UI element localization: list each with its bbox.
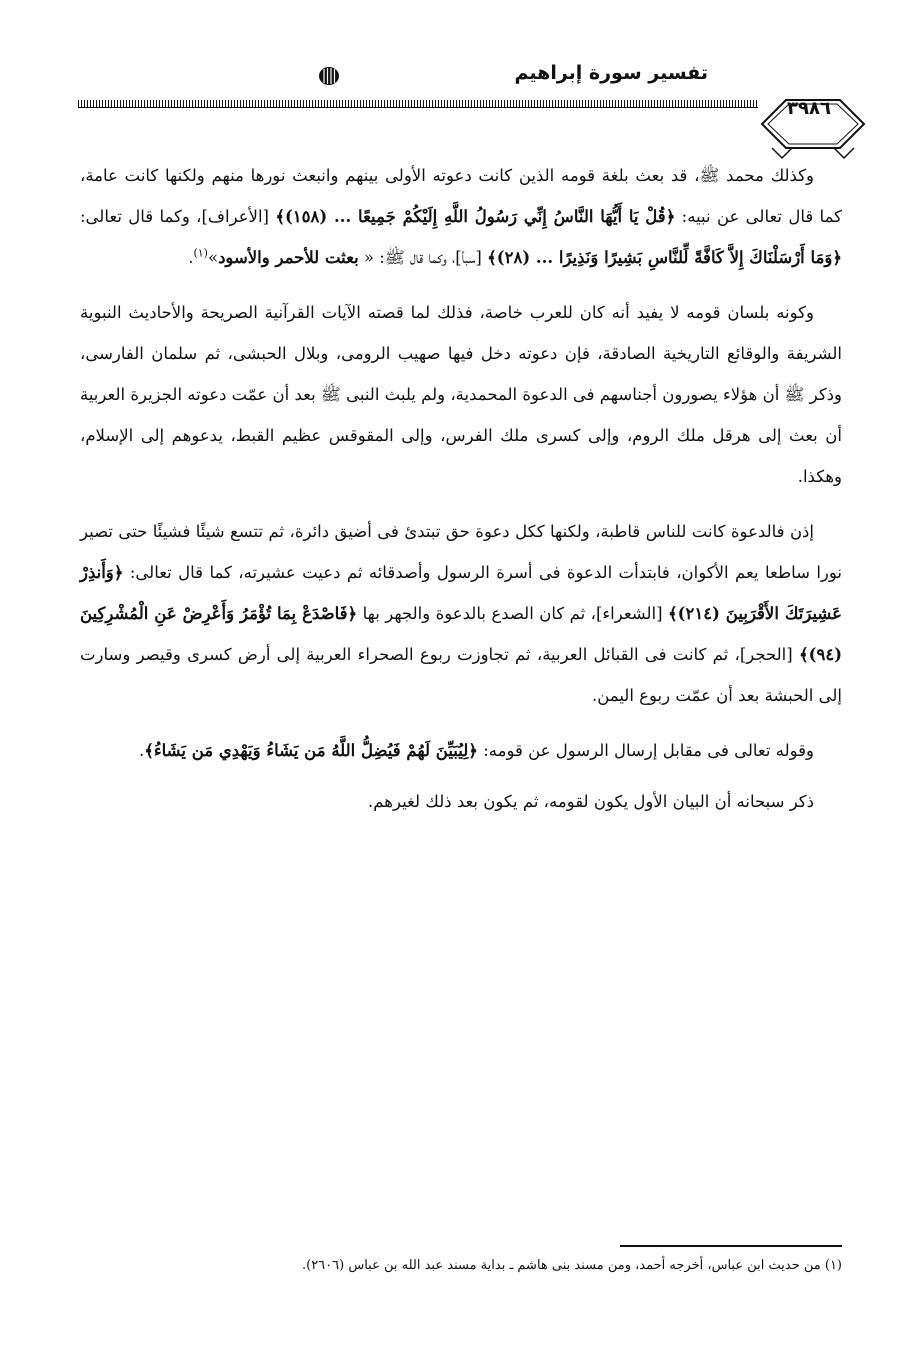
paragraph-5: ذكر سبحانه أن البيان الأول يكون لقومه، ثم يكون بعد ذلك لغيرهم. bbox=[368, 792, 814, 811]
quran-verse: ﴿وَأَنذِرْ عَشِيرَتَكَ الأَقْرَبِينَ (٢١٤)﴾ bbox=[80, 563, 842, 623]
paragraph-4 bbox=[80, 730, 842, 771]
text-run: [سبأ]، وكما قال ﷺ: « bbox=[358, 248, 488, 267]
header-rule-line bbox=[78, 107, 758, 108]
paragraph-2: وكونه بلسان قومه لا يفيد أنه كان للعرب خاصة، فذلك لما قصته الآيات القرآنية الصريحة والأحاديث النبوية الشريفة والوقائع التاريخية الصادقة، فإن دعوته دخل فيها صهيب الرومى، وبلال الحبشى، ثم سلمان الفارسى، وذكر ﷺ أن هؤلاء يصورون أجناسهم فى الدعوة المحمدية، ولم يلبث النبى ﷺ بعد أن عمّت دعوته الجزيرة العربية أن بعث إلى هرقل ملك الروم، وإلى كسرى ملك الفرس، وإلى المقوقس عظيم القبط، يدعوهم إلى الإسلام، وهكذا. bbox=[79, 303, 842, 486]
text-run: وكذلك محمد ﷺ، قد بعث بلغة قومه الذين كانت دعوته الأولى بينهم وانبعث نورها منهم ولكنها كانت عامة، كما قال تعالى عن نبيه: bbox=[80, 166, 842, 226]
quran-verse: ﴿قُلْ يَا أَيُّهَا النَّاسُ إِنِّي رَسُولُ اللَّهِ إِلَيْكُمْ جَمِيعًا ... (١٥٨)﴾ bbox=[275, 207, 676, 226]
text-run: وقوله تعالى فى مقابل إرسال الرسول عن قومه: bbox=[477, 741, 814, 760]
text-run: [الحجر]، ثم كانت فى القبائل العربية، ثم تجاوزت ربوع الصحراء العربية إلى أرض كسرى وقيصر وسارت إلى الحبشة بعد أن عمّت ربوع اليمن. bbox=[80, 645, 842, 705]
header-rule bbox=[78, 100, 758, 107]
footnote-marker: (١) bbox=[193, 246, 208, 260]
text-run: إذن فالدعوة كانت للناس قاطبة، ولكنها ككل دعوة حق تبتدئ فى أضيق دائرة، ثم تتسع شيئًا فشيئًا حتى تصير نورا ساطعا يعم الأكوان، فابتدأت الدعوة فى أسرة الرسول وأصدقائه ثم دعيت عشيرته، كما قال تعالى: bbox=[80, 522, 842, 582]
text-run: . bbox=[188, 248, 194, 267]
footnote: (١) من حديث ابن عباس، أخرجه أحمد، ومن مسند بنى هاشم ـ بداية مسند عبد الله بن عباس (٢٦٠٦). bbox=[301, 1258, 842, 1273]
hadith-text: بعثت للأحمر والأسود bbox=[218, 248, 359, 267]
text-run: [الأعراف]، وكما قال تعالى: bbox=[80, 207, 276, 226]
quran-verse: ﴿لِيُبَيِّنَ لَهُمْ فَيُضِلُّ اللَّهُ مَن يَشَاءُ وَيَهْدِي مَن يَشَاءُ﴾ bbox=[144, 741, 478, 760]
running-title: تفسير سورة إبراهيم bbox=[514, 62, 708, 84]
quran-verse: ﴿فَاصْدَعْ بِمَا تُؤْمَرُ وَأَعْرِضْ عَنِ الْمُشْرِكِينَ (٩٤)﴾ bbox=[80, 604, 842, 664]
page-number: ٣٩٨٦ bbox=[787, 98, 831, 119]
text-run: . bbox=[138, 741, 145, 760]
text-run: [الشعراء]، ثم كان الصدع بالدعوة والجهر بها bbox=[357, 604, 668, 623]
text-run: » bbox=[207, 248, 219, 267]
paragraph-1 bbox=[80, 155, 842, 278]
body-text bbox=[80, 155, 842, 836]
quran-verse: ﴿وَمَا أَرْسَلْنَاكَ إِلاَّ كَافَّةً لِّلنَّاسِ بَشِيرًا وَنَذِيرًا ... (٢٨)﴾ bbox=[487, 248, 842, 267]
ornament-icon bbox=[318, 66, 340, 86]
page-header bbox=[78, 52, 848, 152]
footnote-separator bbox=[620, 1245, 842, 1247]
paragraph-3 bbox=[80, 511, 842, 716]
